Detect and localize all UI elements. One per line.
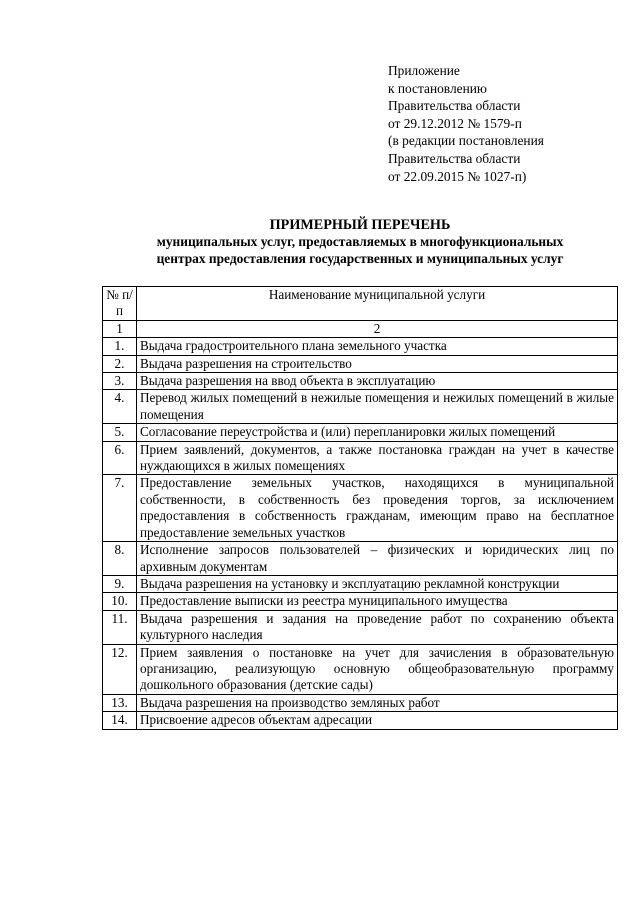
row-service-name: Присвоение адресов объектам адресации xyxy=(137,712,618,729)
row-service-name: Выдача разрешения на ввод объекта в эксплуатацию xyxy=(137,373,618,390)
row-num: 11. xyxy=(103,610,137,644)
table-index-row xyxy=(103,320,618,337)
table-row xyxy=(103,355,618,372)
row-num: 10. xyxy=(103,593,137,610)
row-service-name: Выдача разрешения на строительство xyxy=(137,355,618,372)
row-service-name: Согласование переустройства и (или) перепланировки жилых помещений xyxy=(137,424,618,441)
row-service-name: Прием заявления о постановке на учет для зачисления в образовательную организацию, реализующую основную общеобразовательную программу дошкольного образования (детские сады) xyxy=(137,644,618,694)
title-line-2: муниципальных услуг, предоставляемых в многофункциональных xyxy=(156,233,564,249)
row-num: 2. xyxy=(103,355,137,372)
row-num: 1. xyxy=(103,338,137,355)
row-service-name: Выдача разрешения на производство земляных работ xyxy=(137,694,618,711)
row-num: 14. xyxy=(103,712,137,729)
table-row xyxy=(103,475,618,542)
appendix-header xyxy=(388,62,628,185)
appendix-line: Приложение xyxy=(388,63,460,78)
table-header-row xyxy=(103,287,618,321)
table-row xyxy=(103,373,618,390)
appendix-line: от 29.12.2012 № 1579-п xyxy=(388,115,522,131)
row-service-name: Выдача разрешения на установку и эксплуатацию рекламной конструкции xyxy=(137,575,618,592)
row-service-name: Предоставление выписки из реестра муниципального имущества xyxy=(137,593,618,610)
table-row xyxy=(103,542,618,576)
row-service-name: Перевод жилых помещений в нежилые помещения и нежилых помещений в жилые помещения xyxy=(137,390,618,424)
row-num: 13. xyxy=(103,694,137,711)
row-num: 7. xyxy=(103,475,137,542)
document-title xyxy=(100,217,620,267)
appendix-line: (в редакции постановления xyxy=(388,133,544,149)
table-row xyxy=(103,644,618,694)
table-row xyxy=(103,610,618,644)
row-num: 12. xyxy=(103,644,137,694)
table-row xyxy=(103,712,618,729)
appendix-line: Правительства области xyxy=(388,150,521,166)
appendix-line: Правительства области xyxy=(388,98,521,114)
row-num: 8. xyxy=(103,542,137,576)
index-name: 2 xyxy=(137,320,618,337)
row-num: 9. xyxy=(103,575,137,592)
appendix-line: к постановлению xyxy=(388,80,487,96)
services-table xyxy=(102,286,618,730)
appendix-line: от 22.09.2015 № 1027-п) xyxy=(388,168,527,184)
table-row xyxy=(103,441,618,475)
row-service-name: Выдача разрешения и задания на проведение работ по сохранению объекта культурного наследия xyxy=(137,610,618,644)
row-num: 4. xyxy=(103,390,137,424)
row-num: 6. xyxy=(103,441,137,475)
table-row xyxy=(103,424,618,441)
header-name: Наименование муниципальной услуги xyxy=(137,287,618,321)
row-num: 5. xyxy=(103,424,137,441)
table-row xyxy=(103,593,618,610)
row-service-name: Прием заявлений, документов, а также постановка граждан на учет в качестве нуждающихся в жилых помещениях xyxy=(137,441,618,475)
header-num: № п/п xyxy=(103,287,137,321)
row-service-name: Выдача градостроительного плана земельного участка xyxy=(137,338,618,355)
table-row xyxy=(103,338,618,355)
index-num: 1 xyxy=(103,320,137,337)
row-num: 3. xyxy=(103,373,137,390)
table-row xyxy=(103,575,618,592)
table-row xyxy=(103,694,618,711)
row-service-name: Предоставление земельных участков, находящихся в муниципальной собственности, в собственность без проведения торгов, за исключением предоставления в собственность гражданам, имеющим право на бесплатное предоставление земельных участков xyxy=(137,475,618,542)
row-service-name: Исполнение запросов пользователей – физических и юридических лиц по архивным документам xyxy=(137,542,618,576)
title-line-1: ПРИМЕРНЫЙ ПЕРЕЧЕНЬ xyxy=(269,217,451,233)
title-line-3: центрах предоставления государственных и муниципальных услуг xyxy=(156,250,564,266)
table-row xyxy=(103,390,618,424)
